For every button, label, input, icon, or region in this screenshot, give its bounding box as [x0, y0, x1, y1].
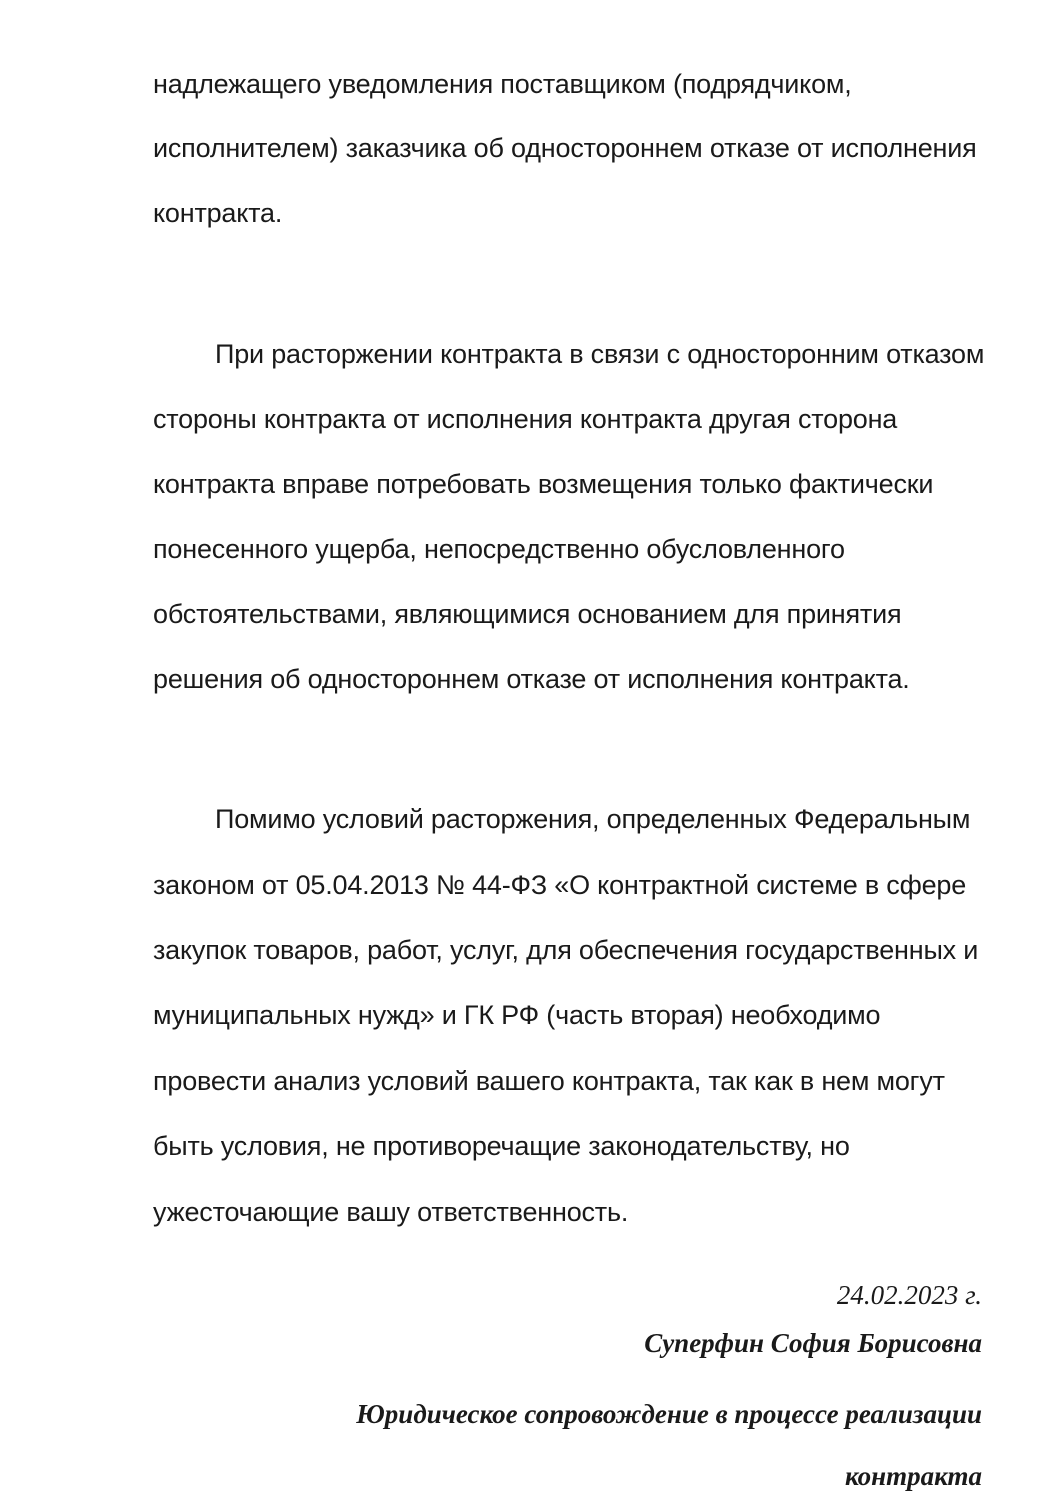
signature-role-line-1: Юридическое сопровождение в процессе реализации — [356, 1399, 982, 1429]
text-line: понесенного ущерба, непосредственно обусловленного — [153, 534, 845, 564]
text-line: решения об одностороннем отказе от исполнения контракта. — [153, 664, 910, 694]
text-line: При расторжении контракта в связи с односторонним отказом — [215, 339, 985, 369]
text-line: закупок товаров, работ, услуг, для обеспечения государственных и — [153, 935, 979, 965]
text-line: ужесточающие вашу ответственность. — [153, 1197, 629, 1227]
text-line: муниципальных нужд» и ГК РФ (часть вторая) необходимо — [153, 1000, 881, 1030]
text-line: контракта вправе потребовать возмещения только фактически — [153, 469, 934, 499]
signature-date: 24.02.2023 г. — [836, 1280, 982, 1310]
text-line: законом от 05.04.2013 № 44-ФЗ «О контрактной системе в сфере — [153, 870, 967, 900]
text-line: надлежащего уведомления поставщиком (подрядчиком, — [153, 69, 852, 99]
text-line: исполнителем) заказчика об одностороннем отказе от исполнения — [153, 133, 977, 163]
text-line: провести анализ условий вашего контракта, так как в нем могут — [153, 1066, 945, 1096]
text-line: Помимо условий расторжения, определенных Федеральным — [215, 804, 971, 834]
signature-name: Суперфин София Борисовна — [644, 1328, 982, 1358]
text-line: стороны контракта от исполнения контракта другая сторона — [153, 404, 898, 434]
text-line: быть условия, не противоречащие законодательству, но — [153, 1131, 850, 1161]
signature-role-line-2: контракта — [845, 1461, 982, 1491]
text-line: контракта. — [153, 198, 283, 228]
text-line: обстоятельствами, являющимися основанием для принятия — [153, 599, 902, 629]
